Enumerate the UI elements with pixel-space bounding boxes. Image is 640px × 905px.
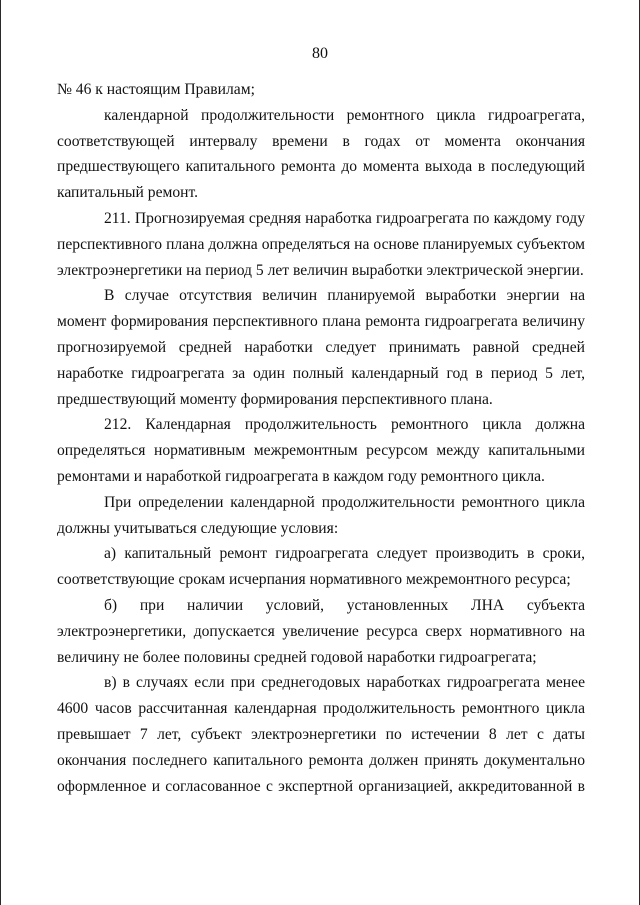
page-number: 80 [312, 45, 328, 62]
paragraph-cycle-duration-definition: календарной продолжительности ремонтного цикла гидроагрегата, соответствующей интервалу времени в годах от момента окончания предшествующего капитального ремонта до момента выхода в последующий капитальный ремонт. [57, 106, 585, 202]
list-item-a: а) капитальный ремонт гидроагрегата следует производить в сроки, соответствующие срокам исчерпания нормативного межремонтного ресурса; [57, 545, 585, 589]
list-item-b: б) при наличии условий, установленных ЛНА субъекта электроэнергетики, допускается увеличение ресурса сверх нормативного на величину не более половины средней годовой наработки гидроагрегата; [57, 596, 585, 666]
list-item-v: в) в случаях если при среднегодовых наработках гидроагрегата менее 4600 часов рассчитанная календарная продолжительность ремонтного цикла превышает 7 лет, субъект электроэнергетики по истечении 8 лет с даты окончания последнего капитального ремонта должен принять документально оформленное и согласованное с экспертной организацией, аккредитованной в [57, 674, 585, 795]
paragraph-211: 211. Прогнозируемая средняя наработка гидроагрегата по каждому году перспективного плана должна определяться на основе планируемых субъектом электроэнергетики на период 5 лет величин выработки электрической энергии. [57, 209, 585, 279]
paragraph-212: 212. Календарная продолжительность ремонтного цикла должна определяться нормативным межремонтным ресурсом между капитальными ремонтами и наработкой гидроагрегата в каждом году ремонтного цикла. [57, 416, 585, 485]
paragraph-211-absence-case: В случае отсутствия величин планируемой выработки энергии на момент формирования перспективного плана ремонта гидроагрегата величину прогнозируемой средней наработки следует принимать равной средней наработке гидроагрегата за один полный календарный год в период 5 лет, предшествующий моменту формирования перспективного плана. [57, 287, 585, 408]
document-body [57, 77, 585, 799]
paragraph-continuation: № 46 к настоящим Правилам; [57, 81, 255, 98]
paragraph-conditions-intro: При определении календарной продолжительности ремонтного цикла должны учитываться следующие условия: [57, 493, 585, 537]
